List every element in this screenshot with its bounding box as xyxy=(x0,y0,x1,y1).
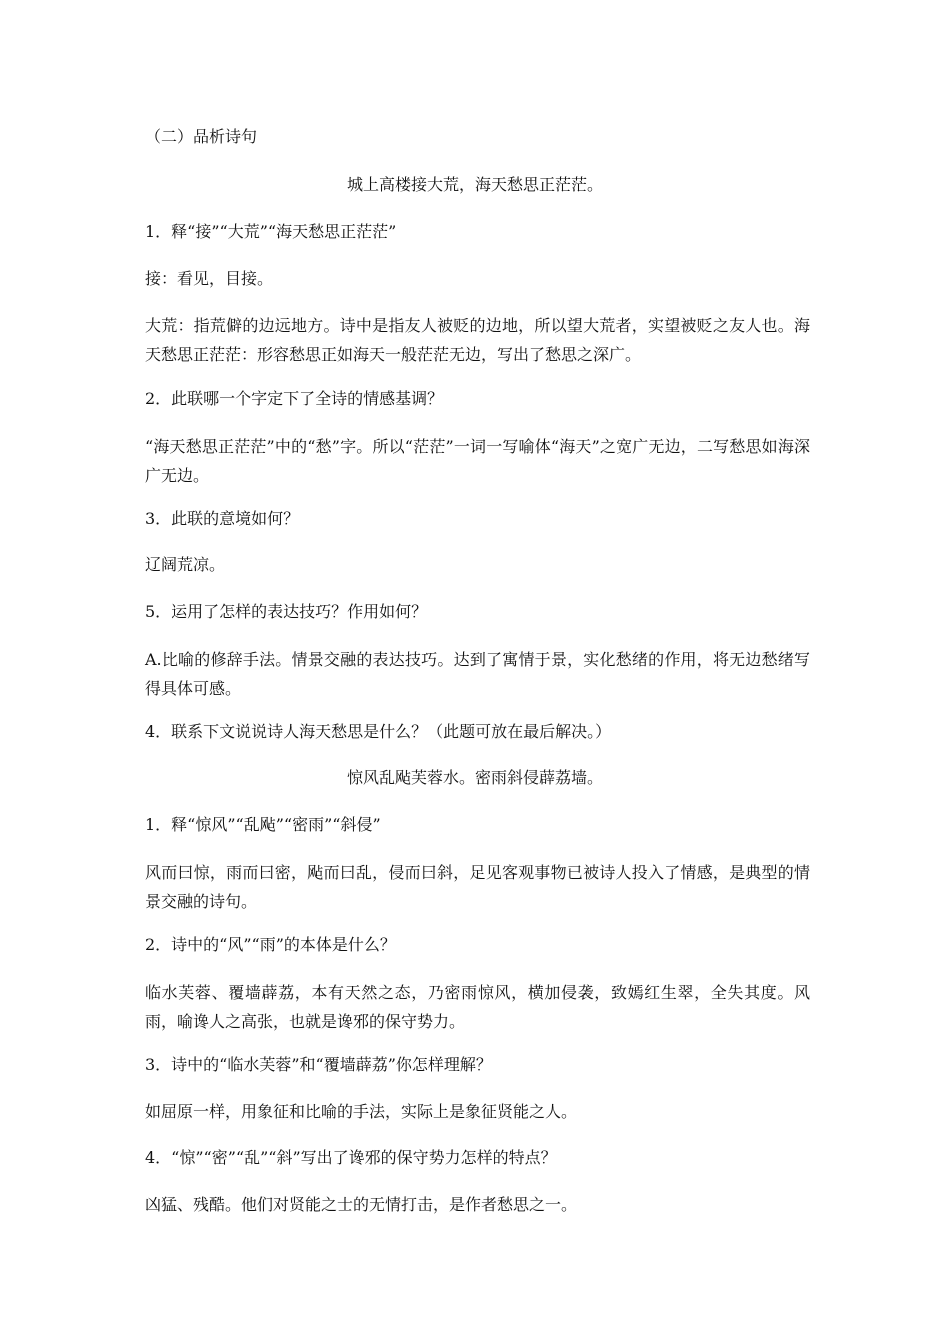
question-1-5: 5．运用了怎样的表达技巧？作用如何？ xyxy=(145,602,428,621)
poem-line-1: 城上高楼接大荒，海天愁思正茫茫。 xyxy=(346,175,603,194)
question-1-2: 2．此联哪一个字定下了全诗的情感基调？ xyxy=(145,389,444,408)
question-1-1: 1．释“接”“大荒”“海天愁思正茫茫” xyxy=(145,222,397,241)
answer-2-3: 如屈原一样，用象征和比喻的手法，实际上是象征贤能之人。 xyxy=(145,1102,578,1121)
answer-2-2: 临水芙蓉、覆墙薜荔，本有天然之态，乃密雨惊风，横加侵袭，致嫣红生翠，全失其度。风雨，喻谗人之高张，也就是谗邪的保守势力。 xyxy=(145,983,810,1031)
question-2-3: 3．诗中的“临水芙蓉”和“覆墙薜荔”你怎样理解？ xyxy=(145,1055,492,1074)
question-2-1: 1．释“惊风”“乱飐”“密雨”“斜侵” xyxy=(145,815,381,834)
answer-1-1: 接：看见，目接。 xyxy=(145,269,274,288)
answer-2-1: 风而曰惊，雨而曰密，飐而曰乱，侵而曰斜，足见客观事物已被诗人投入了情感，是典型的情景交融的诗句。 xyxy=(145,863,810,911)
question-2-4: 4．“惊”“密”“乱”“斜”写出了谗邪的保守势力怎样的特点？ xyxy=(145,1148,557,1167)
question-1-4: 4．联系下文说说诗人海天愁思是什么？（此题可放在最后解决。） xyxy=(145,722,612,741)
answer-1-5: A.比喻的修辞手法。情景交融的表达技巧。达到了寓情于景，实化愁绪的作用，将无边愁绪写得具体可感。 xyxy=(145,650,810,698)
answer-1-3: 辽阔荒凉。 xyxy=(145,555,226,574)
poem-line-2: 惊风乱飐芙蓉水。密雨斜侵薜荔墙。 xyxy=(346,768,603,787)
section-title: （二）品析诗句 xyxy=(145,127,258,146)
answer-1-1b: 大荒：指荒僻的边远地方。诗中是指友人被贬的边地，所以望大荒者，实望被贬之友人也。海天愁思正茫茫：形容愁思正如海天一般茫茫无边，写出了愁思之深广。 xyxy=(145,316,810,364)
question-2-2: 2．诗中的“风”“雨”的本体是什么？ xyxy=(145,935,396,954)
answer-2-4: 凶猛、残酷。他们对贤能之士的无情打击，是作者愁思之一。 xyxy=(145,1195,578,1214)
question-1-3: 3．此联的意境如何？ xyxy=(145,509,300,528)
answer-1-2: “海天愁思正茫茫”中的“愁”字。所以“茫茫”一词一写喻体“海天”之宽广无边，二写愁思如海深广无边。 xyxy=(145,437,810,485)
